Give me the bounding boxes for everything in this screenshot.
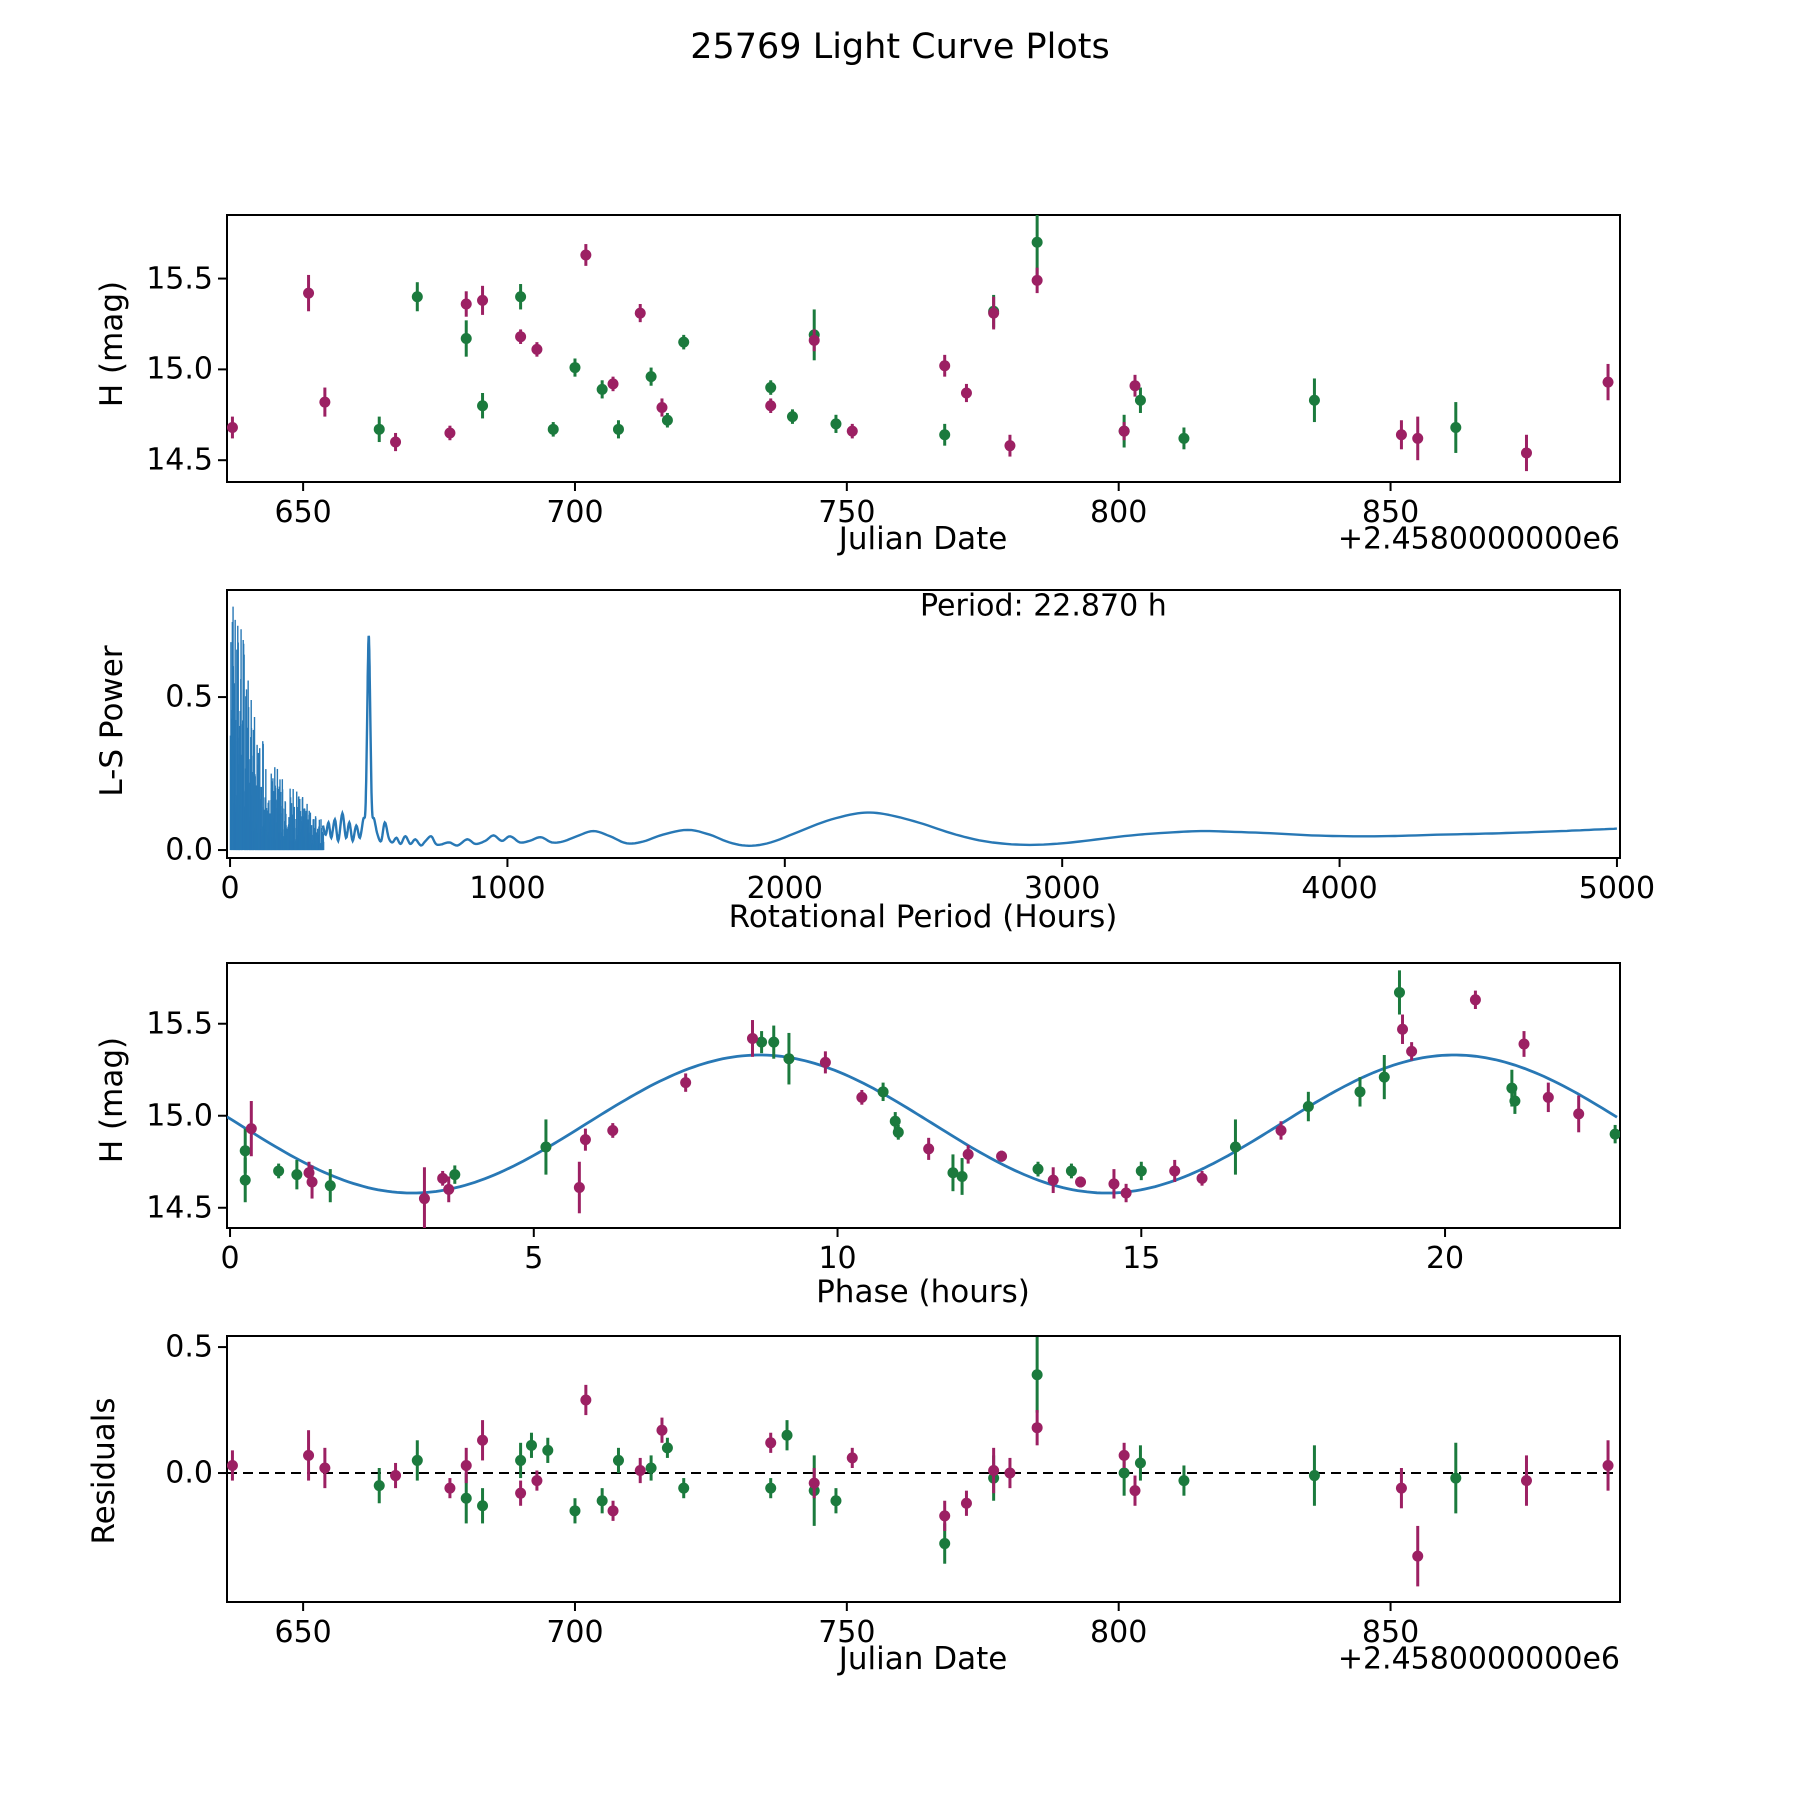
data-point — [1309, 1470, 1320, 1481]
residuals-y-tick-label: 0.0 — [165, 1455, 213, 1491]
data-point — [608, 378, 619, 389]
data-point — [580, 1134, 591, 1145]
data-point — [830, 418, 841, 429]
phase-x-tick-label: 10 — [818, 1241, 857, 1276]
data-point — [988, 308, 999, 319]
data-point — [1004, 440, 1015, 451]
data-point — [957, 1171, 968, 1182]
data-point — [531, 1475, 542, 1486]
phase-x-tick-label: 15 — [1122, 1241, 1161, 1276]
data-point — [1121, 1188, 1132, 1199]
data-point — [1397, 1024, 1408, 1035]
data-point — [1394, 987, 1405, 998]
data-point — [783, 1053, 794, 1064]
data-point — [1032, 1422, 1043, 1433]
data-point — [1032, 1369, 1043, 1380]
data-point — [1197, 1173, 1208, 1184]
data-point — [548, 424, 559, 435]
data-point — [1230, 1142, 1241, 1153]
data-point — [1573, 1108, 1584, 1119]
lightcurve-x-tick-label: 800 — [1090, 495, 1148, 530]
data-point — [1603, 377, 1614, 388]
data-point — [678, 337, 689, 348]
phase-x-tick-label: 0 — [220, 1241, 240, 1276]
data-point — [662, 415, 673, 426]
data-point — [461, 1493, 472, 1504]
data-point — [893, 1127, 904, 1138]
residuals-x-tick-label: 850 — [1361, 1615, 1420, 1650]
data-point — [782, 1430, 793, 1441]
data-point — [656, 1425, 667, 1436]
data-point — [1470, 994, 1481, 1005]
data-point — [939, 429, 950, 440]
data-point — [1412, 1551, 1423, 1562]
data-point — [847, 426, 858, 437]
data-point — [1032, 237, 1043, 248]
data-point — [515, 331, 526, 342]
data-point — [613, 424, 624, 435]
lightcurve-x-tick-label: 700 — [546, 495, 604, 530]
data-point — [1506, 1083, 1517, 1094]
periodogram-x-tick-label: 1000 — [469, 871, 546, 906]
data-point — [1354, 1086, 1365, 1097]
data-point — [569, 1505, 580, 1516]
jd-axis-offset-label: +2.4580000000e6 — [1337, 521, 1620, 557]
data-point — [477, 1500, 488, 1511]
data-point — [635, 308, 646, 319]
data-point — [1450, 422, 1461, 433]
data-point — [996, 1151, 1007, 1162]
data-point — [444, 427, 455, 438]
phase-x-axis-label: Phase (hours) — [816, 1274, 1030, 1310]
data-point — [678, 1483, 689, 1494]
data-point — [526, 1440, 537, 1451]
data-point — [787, 411, 798, 422]
data-point — [1119, 1450, 1130, 1461]
data-point — [597, 384, 608, 395]
data-point — [1033, 1164, 1044, 1175]
data-point — [809, 335, 820, 346]
data-point — [444, 1483, 455, 1494]
data-point — [1075, 1176, 1086, 1187]
phase-y-tick-label: 15.0 — [146, 1098, 213, 1134]
periodogram-x-tick-label: 5000 — [1578, 871, 1656, 906]
data-point — [597, 1495, 608, 1506]
phase-y-tick-label: 15.5 — [146, 1006, 213, 1042]
data-point — [515, 1488, 526, 1499]
data-point — [1303, 1101, 1314, 1112]
data-point — [412, 1455, 423, 1466]
data-point — [765, 1483, 776, 1494]
residuals-x-tick-label: 800 — [1090, 1615, 1148, 1650]
data-point — [374, 424, 385, 435]
data-point — [1543, 1092, 1554, 1103]
data-point — [227, 422, 238, 433]
data-point — [569, 362, 580, 373]
phase-x-tick-label: 20 — [1425, 1241, 1465, 1276]
data-point — [1519, 1038, 1530, 1049]
data-point — [419, 1193, 430, 1204]
periodogram-line — [323, 636, 1617, 846]
data-point — [515, 1455, 526, 1466]
data-point — [939, 360, 950, 371]
lightcurve-data — [227, 210, 1614, 472]
periodogram-x-tick-label: 3000 — [1024, 871, 1101, 906]
data-point — [847, 1452, 858, 1463]
data-point — [531, 344, 542, 355]
data-point — [1135, 1457, 1146, 1468]
data-point — [1178, 433, 1189, 444]
data-point — [461, 299, 472, 310]
data-point — [227, 1460, 238, 1471]
data-point — [540, 1142, 551, 1153]
data-point — [291, 1169, 302, 1180]
residuals-data — [227, 1337, 1614, 1586]
data-point — [1603, 1460, 1614, 1471]
periodogram-y-tick-label: 0.5 — [165, 679, 213, 715]
residuals-y-axis-label: Residuals — [86, 1397, 122, 1545]
figure-title: 25769 Light Curve Plots — [690, 27, 1110, 67]
fit-curve — [227, 1055, 1617, 1193]
data-point — [515, 291, 526, 302]
data-point — [765, 1437, 776, 1448]
data-point — [1130, 380, 1141, 391]
data-point — [768, 1037, 779, 1048]
data-point — [1169, 1165, 1180, 1176]
data-point — [1396, 1483, 1407, 1494]
data-point — [1048, 1175, 1059, 1186]
data-point — [1119, 1468, 1130, 1479]
data-point — [437, 1173, 448, 1184]
data-point — [477, 295, 488, 306]
data-point — [1521, 1475, 1532, 1486]
data-point — [988, 1465, 999, 1476]
data-point — [856, 1092, 867, 1103]
data-point — [1509, 1096, 1520, 1107]
data-point — [1178, 1475, 1189, 1486]
data-point — [809, 1478, 820, 1489]
data-point — [662, 1442, 673, 1453]
data-point — [765, 382, 776, 393]
data-point — [303, 288, 314, 299]
data-point — [307, 1176, 318, 1187]
phase-y-tick-label: 14.5 — [146, 1190, 213, 1226]
lightcurve-x-tick-label: 750 — [818, 495, 876, 530]
data-point — [890, 1116, 901, 1127]
data-point — [390, 1470, 401, 1481]
phase-x-tick-label: 5 — [524, 1241, 544, 1276]
data-point — [303, 1450, 314, 1461]
data-point — [574, 1182, 585, 1193]
data-point — [1379, 1072, 1390, 1083]
data-point — [1412, 433, 1423, 444]
jd-y-axis-label: H (mag) — [94, 280, 130, 408]
periodogram-y-axis-label: L-S Power — [94, 645, 130, 797]
data-point — [680, 1077, 691, 1088]
data-point — [1406, 1046, 1417, 1057]
data-point — [1610, 1129, 1621, 1140]
data-point — [319, 1462, 330, 1473]
lightcurve-y-tick-label: 14.5 — [146, 442, 213, 478]
data-point — [325, 1180, 336, 1191]
data-point — [939, 1510, 950, 1521]
residuals-axis-offset-label: +2.4580000000e6 — [1337, 1641, 1620, 1677]
data-point — [1521, 447, 1532, 458]
lightcurve-y-tick-label: 15.0 — [146, 351, 213, 387]
lightcurve-panel-frame — [227, 215, 1620, 482]
residuals-x-tick-label: 650 — [274, 1615, 332, 1650]
data-point — [923, 1143, 934, 1154]
data-point — [939, 1538, 950, 1549]
periodogram-panel-frame — [227, 590, 1620, 858]
periodogram-x-tick-label: 0 — [220, 871, 240, 906]
data-point — [1136, 1165, 1147, 1176]
data-point — [635, 1465, 646, 1476]
lightcurve-x-tick-label: 650 — [274, 495, 332, 530]
periodogram-x-tick-label: 2000 — [746, 871, 823, 906]
data-point — [319, 397, 330, 408]
phase-y-axis-label: H (mag) — [94, 1036, 130, 1164]
data-point — [390, 437, 401, 448]
data-point — [963, 1149, 974, 1160]
data-point — [765, 400, 776, 411]
lightcurve-y-tick-label: 15.5 — [146, 261, 213, 297]
data-point — [646, 1462, 657, 1473]
data-point — [1450, 1473, 1461, 1484]
data-point — [374, 1480, 385, 1491]
data-point — [273, 1165, 284, 1176]
data-point — [878, 1086, 889, 1097]
data-point — [542, 1445, 553, 1456]
data-point — [240, 1175, 251, 1186]
data-point — [580, 1394, 591, 1405]
data-point — [1130, 1485, 1141, 1496]
data-point — [1396, 429, 1407, 440]
data-point — [607, 1125, 618, 1136]
residuals-panel-frame — [227, 1336, 1620, 1602]
data-point — [1066, 1165, 1077, 1176]
periodogram-x-tick-label: 4000 — [1301, 871, 1378, 906]
data-point — [656, 402, 667, 413]
data-point — [477, 1435, 488, 1446]
periodogram-y-tick-label: 0.0 — [165, 832, 213, 868]
residuals-y-tick-label: 0.5 — [165, 1329, 213, 1365]
data-point — [747, 1033, 758, 1044]
jd-x-axis-label: Julian Date — [838, 521, 1008, 557]
data-point — [646, 371, 657, 382]
data-point — [461, 333, 472, 344]
data-point — [961, 388, 972, 399]
data-point — [1108, 1178, 1119, 1189]
periodogram-x-axis-label: Rotational Period (Hours) — [728, 899, 1118, 935]
data-point — [1032, 275, 1043, 286]
phase-panel-frame — [227, 963, 1620, 1228]
data-point — [1309, 395, 1320, 406]
data-point — [412, 291, 423, 302]
data-point — [820, 1057, 831, 1068]
data-point — [449, 1169, 460, 1180]
period-annotation: Period: 22.870 h — [920, 588, 1167, 624]
data-point — [461, 1460, 472, 1471]
data-point — [1119, 426, 1130, 437]
data-point — [477, 400, 488, 411]
residuals-x-axis-label: Julian Date — [838, 1641, 1008, 1677]
residuals-x-tick-label: 750 — [818, 1615, 876, 1650]
data-point — [608, 1505, 619, 1516]
data-point — [443, 1184, 454, 1195]
data-point — [961, 1498, 972, 1509]
data-point — [830, 1495, 841, 1506]
periodogram-curve — [230, 607, 1616, 850]
phase-fit — [227, 1055, 1617, 1193]
data-point — [240, 1145, 251, 1156]
data-point — [1004, 1468, 1015, 1479]
lightcurve-x-tick-label: 850 — [1361, 495, 1420, 530]
data-point — [1135, 395, 1146, 406]
data-point — [580, 249, 591, 260]
data-point — [1276, 1125, 1287, 1136]
data-point — [246, 1123, 257, 1134]
data-point — [613, 1455, 624, 1466]
phase-data — [240, 970, 1621, 1229]
residuals-x-tick-label: 700 — [546, 1615, 604, 1650]
